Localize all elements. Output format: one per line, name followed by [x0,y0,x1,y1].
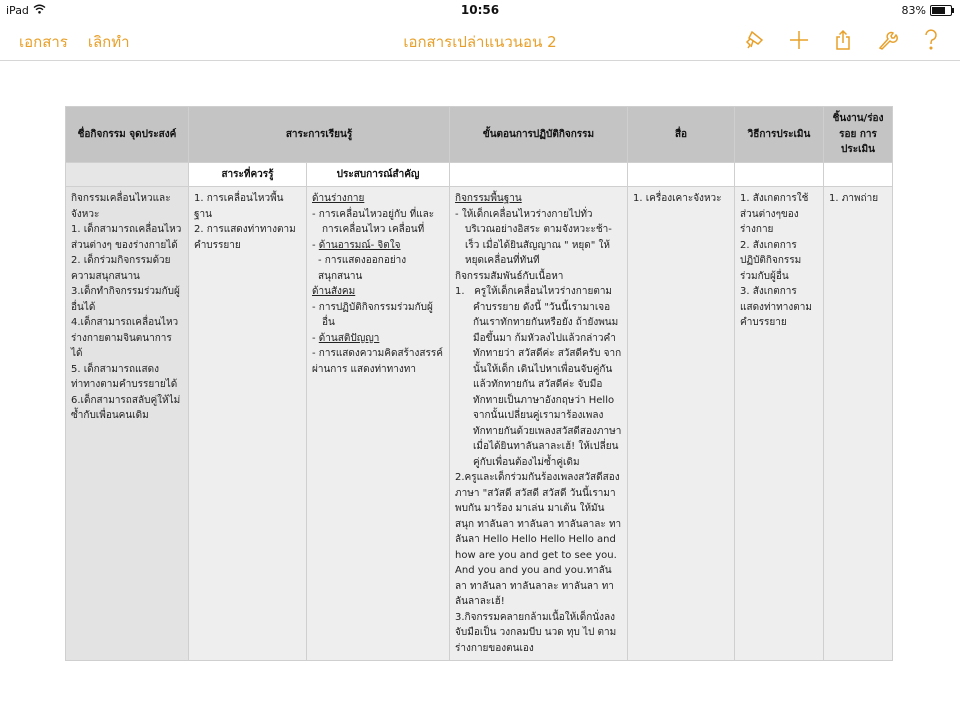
header-media[interactable]: สื่อ [628,107,735,163]
intellect-heading: ด้านสติปัญญา [318,332,380,344]
physical-item-text: การเคลื่อนไหวอยู่กับ ที่และการเคลื่อนไหว เคลื่อนที่ [318,208,435,235]
media-line: 1. เครื่องเคาะจังหวะ [633,193,722,204]
subheader-empty[interactable] [628,162,735,187]
emotional-item: - การแสดงออกอย่างสนุกสนาน [318,255,407,282]
emotional-heading-line: - ด้านอารมณ์- จิตใจ [312,239,401,251]
subheader-empty[interactable] [66,162,189,187]
undo-button[interactable]: เลิกทำ [87,33,130,51]
cell-steps[interactable] [450,187,628,661]
document-page[interactable] [65,106,892,661]
table-row [66,187,893,661]
activity-line: 1. เด็กสามารถเคลื่อนไหวส่วนต่างๆ ของร่างกายได้ [71,224,182,251]
subheader-empty[interactable] [824,162,893,187]
evaluation-line: 1. สังเกตการใช้ส่วนต่างๆของร่างกาย [740,193,809,235]
basic-heading: กิจกรรมพื้นฐาน [455,193,522,204]
battery-fill [932,7,945,14]
toolbar [0,20,960,61]
step-3: 3.กิจกรรมคลายกล้ามเนื้อให้เด็กนั่งลงจับมือเป็น วงกลมบีบ นวด ทุบ ไป ตามร่างกายของตนเอง [455,611,617,654]
activity-line: 3.เด็กทำกิจกรรมร่วมกับผู้อื่นได้ [71,286,180,313]
documents-button[interactable]: เอกสาร [19,33,68,51]
plus-icon[interactable] [786,28,812,52]
activity-line: 2. เด็กร่วมกิจกรรมด้วยความสนุกสนาน [71,255,171,282]
help-icon[interactable] [918,28,944,52]
subheader-empty[interactable] [735,162,824,187]
battery-icon [930,5,952,16]
cell-media[interactable] [628,187,735,661]
step-1-text: ครูให้เด็กเคลื่อนไหวร่างกายตามคำบรรยาย ดังนี้ "วันนี้เรามาเจอกันเราทักทายกันหรือยัง ถ้ายังพนมมือขึ้นมา ก้มหัวลงไปแล้วกล่าวคำทักทายว่า สวัสดีค่ะ สวัสดีครับ จากนั้นให้เด็ก เดินไปหาเพื่อนจับคู่กัน แล้วทักทายกัน สวัสดีค่ะ จับมือทักทายเป็นภาษาอังกฤษว่า Hello จากนั้นเปลี่ยนคู่เรามาร้องเพลงทักทายกันด้วยเพลงสวัสดีสองภาษาเมื่อได้ยินทาลันลาละเฮ้! ให้เปลี่ยนคู่กับเพื่อนต้องไม่ซ้ำคู่เดิม [473,286,622,468]
status-bar [0,0,960,20]
social-heading: ด้านสังคม [312,286,356,297]
emotional-heading: ด้านอารมณ์- จิตใจ [318,239,401,251]
clock: 10:56 [460,3,500,17]
related-heading: กิจกรรมสัมพันธ์กับเนื้อหา [455,270,564,282]
header-content[interactable]: สาระการเรียนรู้ [189,107,450,163]
cell-activity[interactable] [66,187,189,661]
header-evidence[interactable]: ชิ้นงาน/ร่องรอย การประเมิน [824,107,893,163]
activity-line: 5. เด็กสามารถแสดงท่าทางตามคำบรรยายได้ [71,363,178,390]
social-item-text: การปฏิบัติกิจกรรมร่วมกับผู้อื่น [318,301,433,328]
intellect-heading-line: - ด้านสติปัญญา [312,332,380,344]
knowledge-line: 1. การเคลื่อนไหวพื้นฐาน [194,193,284,220]
battery-percent: 83% [901,4,926,17]
cell-evidence[interactable] [824,187,893,661]
physical-item: - การเคลื่อนไหวอยู่กับ ที่และการเคลื่อนไหว เคลื่อนที่ [312,208,435,235]
document-title[interactable]: เอกสารเปล่าแนวนอน 2 [403,33,557,51]
basic-item-text: ให้เด็กเคลื่อนไหวร่างกายไปทั่วบริเวณอย่างอิสระ ตามจังหวะะช้า-เร็ว เมื่อได้ยินสัญญาณ " หยุด" ให้หยุดเคลื่อนที่ทันที [461,208,612,266]
activity-line: 6.เด็กสามารถสลับคู่ให้ไม่ซ้ำกับเพื่อนคนเดิม [71,394,181,421]
intellect-item: - การแสดงความคิดสร้างสรรค์ผ่านการ แสดงท่าทางทา [312,348,443,375]
device-name: iPad [6,4,29,17]
basic-item: - ให้เด็กเคลื่อนไหวร่างกายไปทั่วบริเวณอย่างอิสระ ตามจังหวะะช้า-เร็ว เมื่อได้ยินสัญญาณ " หยุด" ให้หยุดเคลื่อนที่ทันที [455,208,612,266]
knowledge-line: 2. การแสดงท่าทางตามคำบรรยาย [194,224,296,251]
header-activity[interactable]: ชื่อกิจกรรม จุดประสงค์ [66,107,189,163]
evaluation-line: 2. สังเกตการปฏิบัติกิจกรรมร่วมกับผู้อื่น [740,239,802,282]
subheader-experience[interactable]: ประสบการณ์สำคัญ [307,162,450,187]
subheader-empty[interactable] [450,162,628,187]
cell-evaluation[interactable] [735,187,824,661]
physical-heading: ด้านร่างกาย [312,193,365,204]
step-2: 2.ครูและเด็กร่วมกันร้องเพลงสวัสดีสองภาษา "สวัสดี สวัสดี สวัสดี วันนี้เรามาพบกัน มาร้อง มาเล่น มาเต้น ให้มันสนุก ทาลันลา ทาลันลา ทาลันลาละ ทาลันลา Hello Hello Hello Hello and how are you and get to see you. And you and you and you.ทาลันลา ทาลันลา ทาลันลาละ ทาลันลา ทาลันลาละเฮ้! [455,472,622,607]
step-1 [455,284,622,470]
evidence-line: 1. ภาพถ่าย [829,193,879,204]
social-item: - การปฏิบัติกิจกรรมร่วมกับผู้อื่น [312,301,433,328]
format-brush-icon[interactable] [742,28,768,52]
activity-line: กิจกรรมเคลื่อนไหวและจังหวะ [71,193,171,220]
header-evaluation[interactable]: วิธีการประเมิน [735,107,824,163]
cell-experience[interactable] [307,187,450,661]
share-icon[interactable] [830,28,856,52]
subheader-knowledge[interactable]: สาระที่ควรรู้ [189,162,307,187]
lesson-plan-table[interactable] [65,106,893,661]
wrench-icon[interactable] [874,28,900,52]
step-1-num: 1. [455,286,465,297]
evaluation-line: 3. สังเกตการแสดงท่าทางตาม คำบรรยาย [740,286,812,328]
activity-line: 4.เด็กสามารถเคลื่อนไหวร่างกายตามจินตนาการได้ [71,317,179,359]
cell-knowledge[interactable] [189,187,307,661]
header-steps[interactable]: ขั้นตอนการปฏิบัติกิจกรรม [450,107,628,163]
